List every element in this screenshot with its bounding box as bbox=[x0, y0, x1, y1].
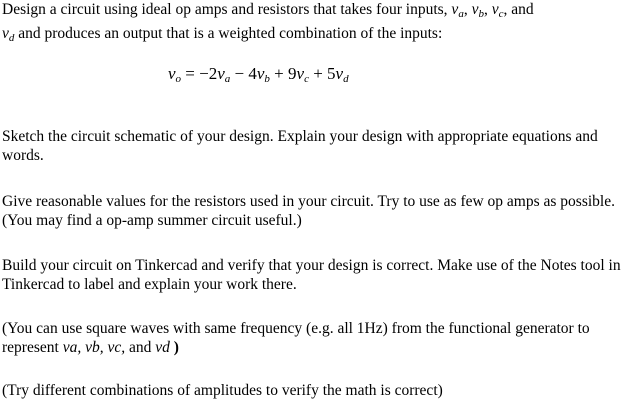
intro-text-before: Design a circuit using ideal op amps and resistors that takes four inputs, bbox=[2, 1, 452, 18]
resistor-values-paragraph: Give reasonable values for the resistors used in your circuit. Try to use as few op amps as possible. (You may find a op-amp summer circuit useful.) bbox=[2, 193, 615, 229]
square-wave-vd: vd bbox=[155, 339, 170, 356]
amplitudes-paragraph: (Try different combinations of amplitudes to verify the math is correct) bbox=[2, 382, 443, 399]
sketch-paragraph: Sketch the circuit schematic of your design. Explain your design with appropriate equations and words. bbox=[2, 128, 598, 164]
intro-paragraph: Design a circuit using ideal op amps and resistors that takes four inputs, $v_a$, $v_b$, $v_c$, and $v_d$ and produces an output that is a weighted combination of the inputs: bbox=[2, 1, 534, 44]
var-vc: $v_c$ bbox=[491, 1, 504, 20]
tinkercad-build-paragraph: Build your circuit on Tinkercad and verify that your design is correct. Make use of the Notes tool in Tinkercad to label and explain your work there. bbox=[2, 257, 621, 293]
var-va: $v_a$ bbox=[451, 1, 464, 20]
square-wave-vars: va, vb, vc, bbox=[62, 339, 126, 356]
var-vb: $v_b$ bbox=[471, 1, 484, 20]
intro-text-after: and produces an output that is a weighted combination of the inputs: bbox=[14, 25, 443, 42]
square-wave-paragraph: (You can use square waves with same frequency (e.g. all 1Hz) from the functional generator to represent va, vb, vc, and vd ) bbox=[2, 320, 590, 356]
var-vd: $v_d$ bbox=[2, 25, 15, 44]
weighted-sum-equation: $v_o = -2v_a - 4v_b + 9v_c + 5v_d$ bbox=[168, 64, 349, 85]
